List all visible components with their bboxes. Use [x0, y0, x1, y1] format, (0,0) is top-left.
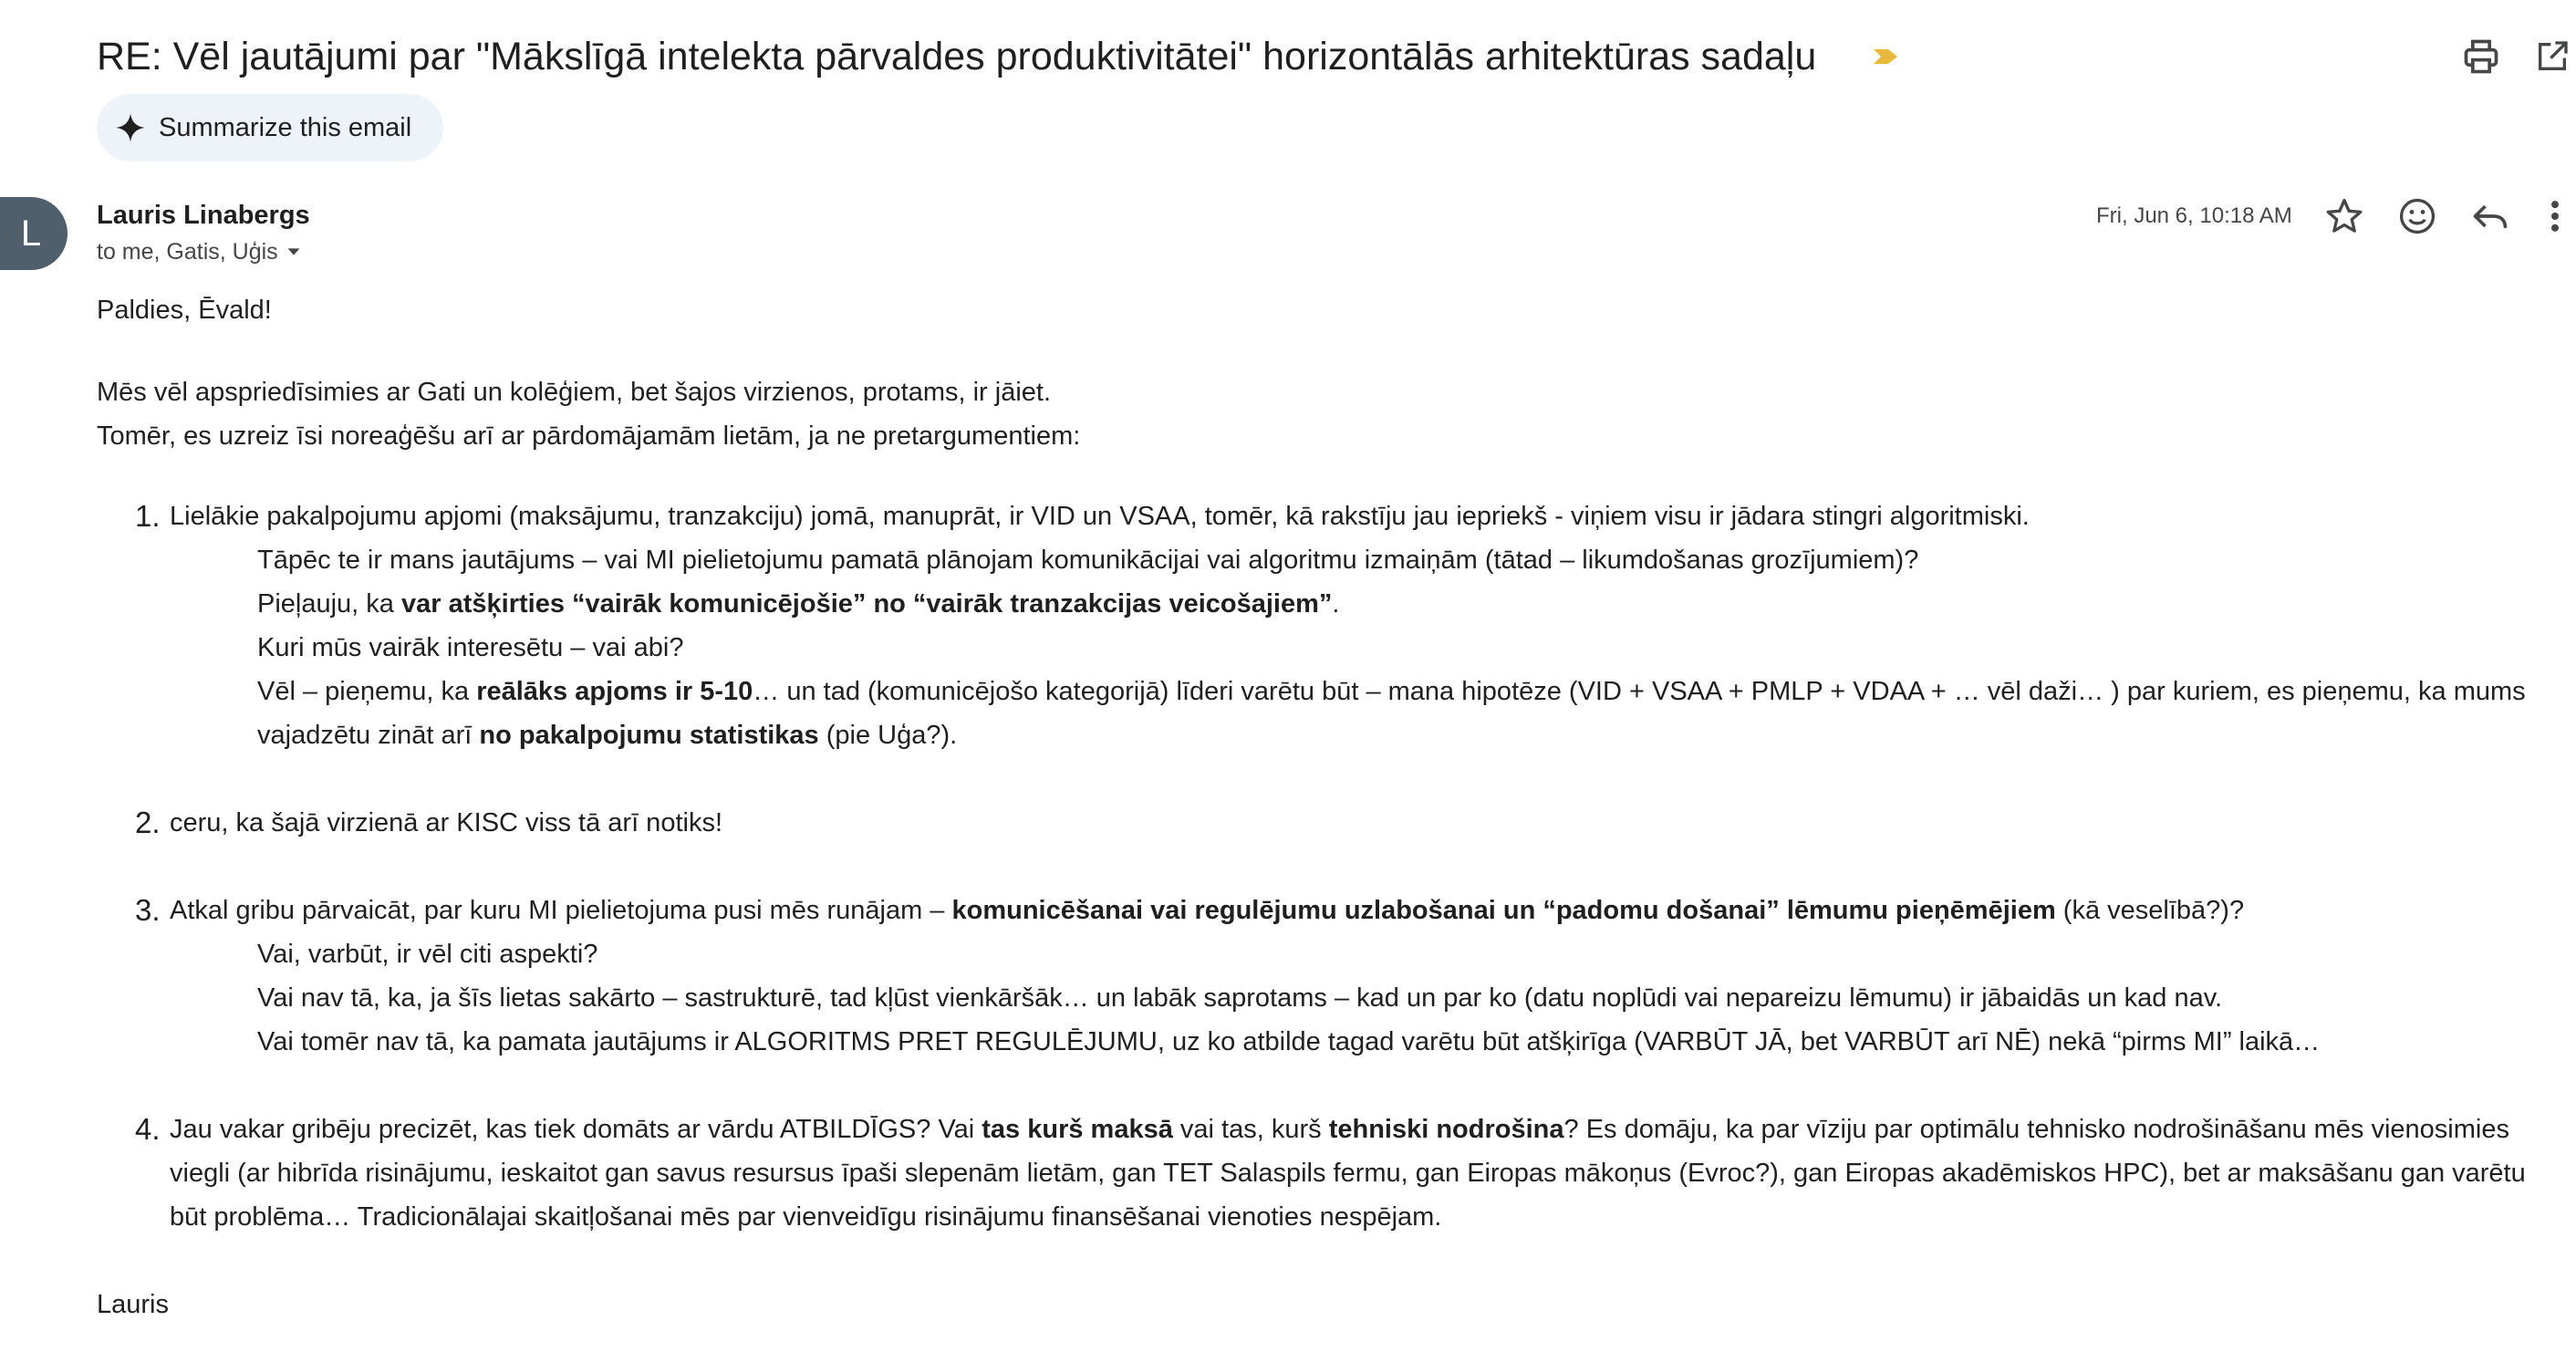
item2-text: ceru, ka šajā virzienā ar KISC viss tā arī notiks! — [170, 808, 722, 837]
list-item-4 — [97, 1108, 2576, 1239]
open-in-new-window-icon[interactable] — [2534, 36, 2571, 77]
more-vertical-icon[interactable] — [2540, 196, 2571, 236]
star-icon[interactable] — [2324, 196, 2364, 236]
item3-line2: Vai, varbūt, ir vēl citi aspekti? — [257, 940, 598, 969]
sender-name[interactable]: Lauris Linabergs — [97, 201, 310, 230]
summarize-label: Summarize this email — [159, 112, 412, 142]
email-subject: RE: Vēl jautājumi par "Mākslīgā intelekta pārvaldes produktivitātei" horizontālās arhitektūras sadaļu — [97, 35, 1817, 78]
summarize-email-button[interactable] — [97, 94, 443, 161]
list-number: 1. — [135, 499, 161, 533]
intro-line-1: Mēs vēl apspriedīsimies ar Gati un kolēģiem, bet šajos virzienos, protams, ir jāiet. — [97, 378, 1052, 407]
item3-lead: Atkal gribu pārvaicāt, par kuru MI pielietojuma pusi mēs runājam – komunicēšanai vai regulējumu uzlabošanai un “padomu došanai” lēmumu pieņēmējiem (kā veselībā?)? — [170, 896, 2245, 925]
item1-line3: Pieļauju, ka var atšķirties “vairāk komunicējošie” no “vairāk tranzakcijas veicošajiem”. — [257, 589, 1340, 619]
importance-marker-icon[interactable] — [1872, 47, 1899, 66]
reply-icon[interactable] — [2470, 196, 2510, 236]
item3-line3: Vai nav tā, ka, ja šīs lietas sakārto – sastrukturē, tad kļūst vienkāršāk… un labāk saprotams – kad un par ko (datu noplūdi vai nepareizu lēmumu) ir jābaidās un kad nav. — [257, 983, 2223, 1013]
emoji-icon[interactable] — [2397, 196, 2437, 236]
recipients-text: to me, Gatis, Uģis — [97, 239, 278, 265]
item1-line5: Vēl – pieņemu, ka reālāks apjoms ir 5-10… un tad (komunicējošo kategorijā) līderi varētu būt – mana hipotēze (VID + VSAA + PMLP + VDAA + … vēl daži… ) par kuriem, es pieņemu, ka mums vajadzētu zināt arī no pakalpojumu statistikas (pie Uģa?). — [257, 677, 2526, 750]
list-item-1 — [97, 494, 2576, 757]
chevron-down-icon — [284, 242, 304, 262]
email-date: Fri, Jun 6, 10:18 AM — [2096, 203, 2292, 228]
item1-line2: Tāpēc te ir mans jautājums – vai MI pielietojumu pamatā plānojam komunikācijai vai algoritmu izmaiņām (tātad – likumdošanas grozījumiem)? — [257, 546, 1919, 575]
sender-avatar[interactable]: L — [0, 197, 68, 270]
sparkle-icon — [113, 110, 148, 145]
item1-line4: Kuri mūs vairāk interesētu – vai abi? — [257, 633, 684, 662]
email-body — [97, 288, 2576, 1326]
print-icon[interactable] — [2461, 36, 2501, 77]
recipients-toggle[interactable] — [97, 237, 304, 266]
list-item-2 — [97, 801, 2576, 845]
signature: Lauris — [97, 1290, 169, 1319]
list-number: 2. — [135, 806, 161, 839]
list-number: 4. — [135, 1112, 161, 1146]
list-item-3 — [97, 889, 2576, 1064]
intro-line-2: Tomēr, es uzreiz īsi noreaģēšu arī ar pārdomājamām lietām, ja ne pretargumentiem: — [97, 421, 1081, 451]
item4-text: Jau vakar gribēju precizēt, kas tiek domāts ar vārdu ATBILDĪGS? Vai tas kurš maksā vai tas, kurš tehniski nodrošina? Es domāju, ka par vīziju par optimālu tehnisko nodrošināšanu mēs vienosimies viegli (ar hibrīda risinājumu, ieskaitot gan savus resursus īpaši slepenām lietām, gan TET Salaspils fermu, gan Eiropas mākoņus (Evroc?), gan Eiropas akadēmiskos HPC), bet ar maksāšanu gan varētu būt problēma… Tradicionālajai skaitļošanai mēs par vienveidīgu risinājumu finansēšanai vienoties nespējam. — [170, 1115, 2526, 1232]
subject-row — [97, 27, 2576, 86]
greeting: Paldies, Ēvald! — [97, 296, 272, 325]
list-number: 3. — [135, 893, 161, 927]
item3-line4: Vai tomēr nav tā, ka pamata jautājums ir ALGORITMS PRET REGULĒJUMU, uz ko atbilde tagad varētu būt atšķirīga (VARBŪT JĀ, bet VARBŪT arī NĒ) nekā “pirms MI” laikā… — [257, 1027, 2321, 1056]
item1-lead: Lielākie pakalpojumu apjomi (maksājumu, tranzakciju) jomā, manuprāt, ir VID un VSAA, tomēr, kā rakstīju jau iepriekš - viņiem visu ir jādara stingri algoritmiski. — [170, 502, 2030, 531]
